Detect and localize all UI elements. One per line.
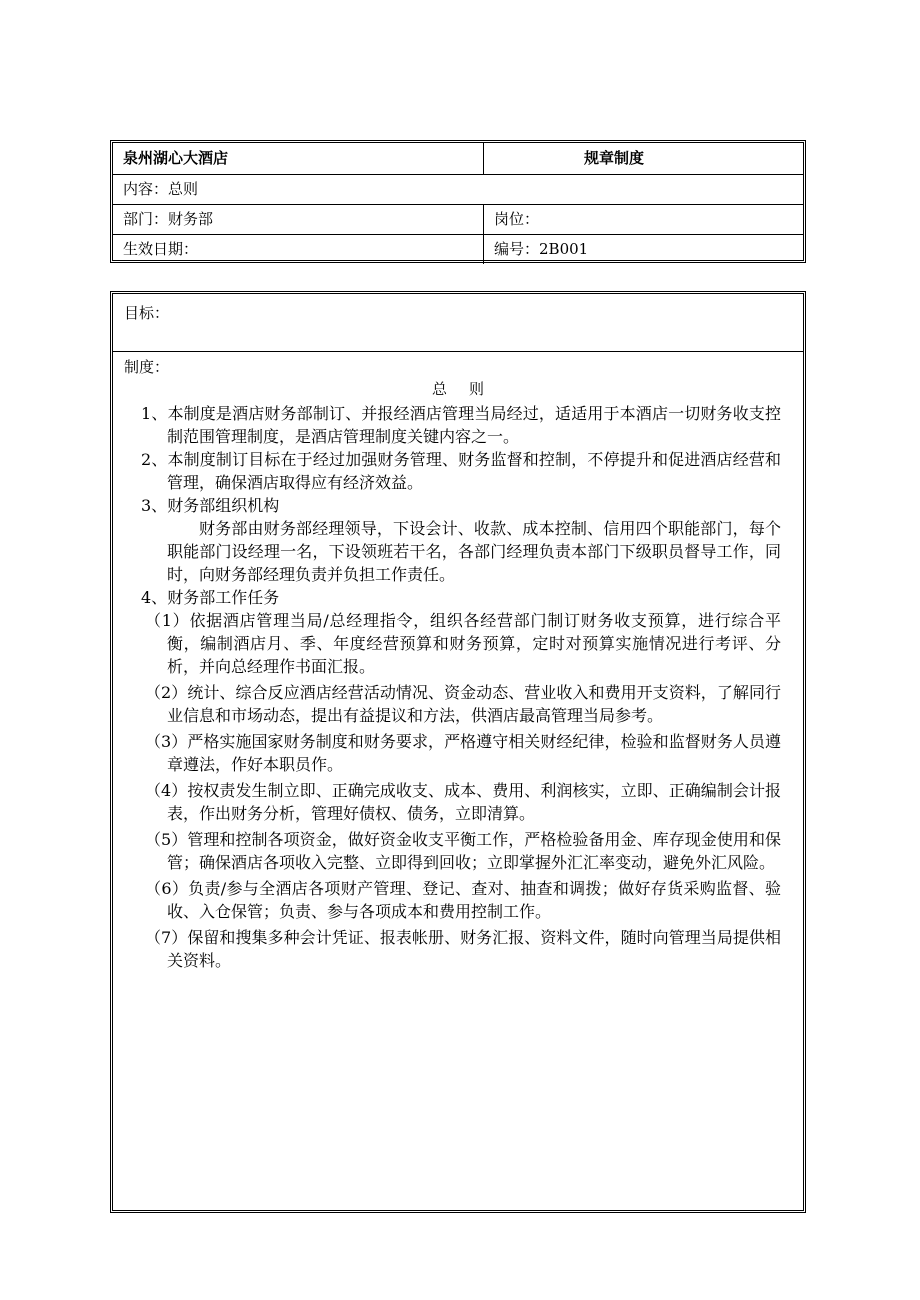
list-item: 3、财务部组织机构: [141, 496, 280, 515]
task-item: （1）依据酒店管理当局/总经理指令，组织各经营部门制订财务收支预算，进行综合平衡，编制酒店月、季、年度经营预算和财务预算，定时对预算实施情况进行考评、分析，并向总经理作书面汇报。: [145, 611, 781, 676]
list-item: 1、本制度是酒店财务部制订、并报经酒店管理当局经过，适适用于本酒店一切财务收支控制范围管理制度，是酒店管理制度关键内容之一。: [141, 404, 781, 446]
system-section: [113, 352, 803, 1210]
content-field: 内容：总则: [113, 175, 803, 205]
policy-body: [110, 291, 806, 1213]
goal-label: 目标：: [124, 304, 170, 322]
list-item: 4、财务部工作任务: [141, 588, 280, 607]
task-item: （5）管理和控制各项资金，做好资金收支平衡工作，严格检验备用金、库存现金使用和保管；确保酒店各项收入完整、立即得到回收；立即掌握外汇汇率变动，避免外汇风险。: [145, 830, 781, 872]
task-item: （2）统计、综合反应酒店经营活动情况、资金动态、营业收入和费用开支资料，了解同行业信息和市场动态，提出有益提议和方法，供酒店最高管理当局参考。: [145, 683, 781, 725]
document-type: 规章制度: [484, 143, 804, 175]
hotel-name: 泉州湖心大酒店: [113, 143, 484, 175]
list-item: 2、本制度制订目标在于经过加强财务管理、财务监督和控制，不停提升和促进酒店经营和管理，确保酒店取得应有经济效益。: [141, 450, 781, 492]
effective-date-field: 生效日期：: [113, 235, 484, 265]
task-item: （6）负责/参与全酒店各项财产管理、登记、查对、抽查和调拨；做好存货采购监督、验收、入仓保管；负责、参与各项成本和费用控制工作。: [145, 879, 781, 921]
task-item: （3）严格实施国家财务制度和财务要求，严格遵守相关财经纪律，检验和监督财务人员遵章遵法，作好本职员作。: [145, 732, 781, 774]
system-label: 制度：: [124, 358, 170, 376]
department-field: 部门：财务部: [113, 205, 484, 235]
org-structure-text: 财务部由财务部经理领导，下设会计、收款、成本控制、信用四个职能部门，每个职能部门设经理一名，下设领班若干名，各部门经理负责本部门下级职员督导工作，同时，向财务部经理负责并负担工作责任。: [167, 519, 781, 584]
goal-section: [113, 294, 803, 352]
task-item: （4）按权责发生制立即、正确完成收支、成本、费用、利润核实，立即、正确编制会计报表，作出财务分析，管理好债权、债务，立即清算。: [145, 781, 781, 823]
position-field: 岗位：: [484, 205, 804, 235]
policy-content: [113, 402, 803, 972]
section-title: 总则: [431, 380, 506, 398]
task-item: （7）保留和搜集多种会计凭证、报表帐册、财务汇报、资料文件，随时向管理当局提供相关资料。: [145, 928, 781, 970]
document-number: 编号：2B001: [484, 235, 804, 265]
header-table: [110, 140, 806, 263]
